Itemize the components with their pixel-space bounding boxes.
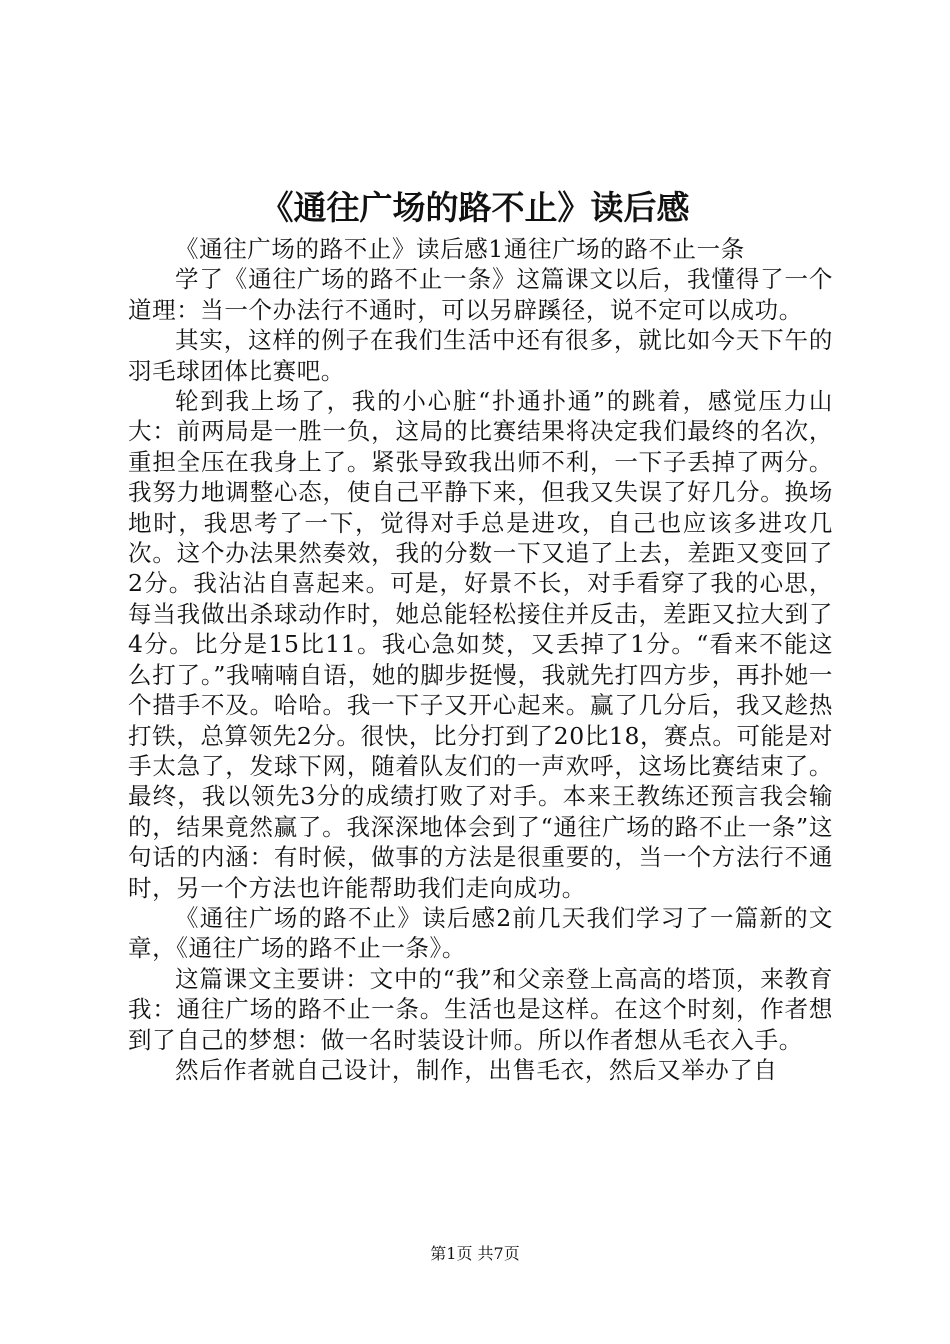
paragraph-continued: 然后作者就自己设计，制作，出售毛衣，然后又举办了自 — [175, 1055, 778, 1084]
paragraph-example: 其实，这样的例子在我们生活中还有很多，就比如今天下午的羽毛球团体比赛吧。 — [128, 326, 833, 385]
document-title: 《通往广场的路不止》读后感 — [260, 188, 690, 227]
paragraph-intro: 学了《通往广场的路不止一条》这篇课文以后，我懂得了一个道理：当一个办法行不通时，可以另辟蹊径，说不定可以成功。 — [128, 265, 833, 324]
paragraph-match-story: 轮到我上场了，我的小心脏“扑通扑通”的跳着，感觉压力山大：前两局是一胜一负，这局的比赛结果将决定我们最终的名次，重担全压在我身上了。紧张导致我出师不利，一下子丢掉了两分。我努力地调整心态，使自己平静下来，但我又失误了好几分。换场地时，我思考了一下，觉得对手总是进攻，自己也应该多进攻几次。这个办法果然奏效，我的分数一下又追了上去，差距又变回了2分。我沾沾自喜起来。可是，好景不长，对手看穿了我的心思，每当我做出杀球动作时，她总能轻松接住并反击，差距又拉大到了4分。比分是15比11。我心急如焚，又丢掉了1分。“看来不能这么打了。”我喃喃自语，她的脚步挺慢，我就先打四方步，再扑她一个措手不及。哈哈。我一下子又开心起来。赢了几分后，我又趁热打铁，总算领先2分。很快，比分打到了20比18，赛点。可能是对手太急了，发球下网，随着队友们的一声欢呼，这场比赛结束了。最终，我以领先3分的成绩打败了对手。本来王教练还预言我会输的，结果竟然赢了。我深深地体会到了“通往广场的路不止一条”这句话的内涵：有时候，做事的方法是很重要的，当一个方法行不通时，另一个方法也许能帮助我们走向成功。 — [128, 387, 833, 902]
page-number-footer: 第1页 共7页 — [430, 1244, 520, 1263]
paragraph-summary: 这篇课文主要讲：文中的“我”和父亲登上高高的塔顶，来教育我：通往广场的路不止一条。生活也是这样。在这个时刻，作者想到了自己的梦想：做一名时装设计师。所以作者想从毛衣入手。 — [128, 964, 833, 1054]
document-body — [128, 234, 833, 1085]
paragraph-heading-2: 《通往广场的路不止》读后感2前几天我们学习了一篇新的文章，《通往广场的路不止一条》。 — [128, 903, 833, 963]
paragraph-heading-1: 《通往广场的路不止》读后感1通往广场的路不止一条 — [175, 235, 745, 263]
